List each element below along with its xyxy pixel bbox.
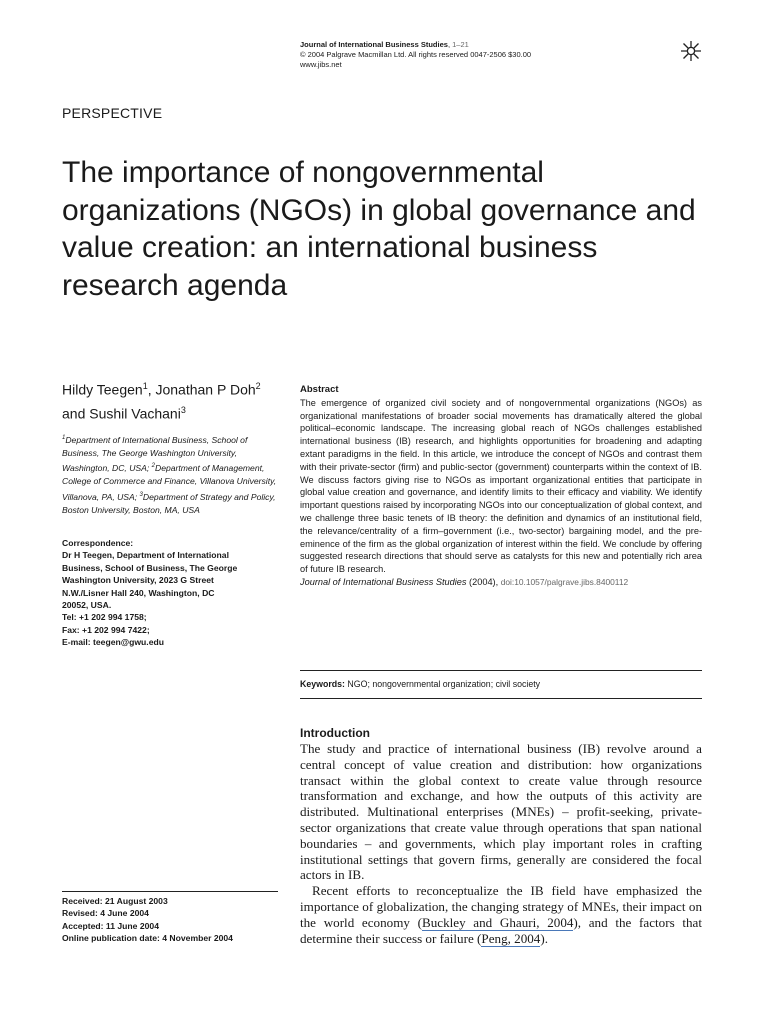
reference-link[interactable]: Peng, 2004 (481, 930, 541, 946)
author-affil-mark: 2 (255, 381, 261, 391)
abstract-citation (300, 576, 702, 589)
online-publication-date: Online publication date: 4 November 2004 (62, 933, 233, 944)
paragraph: Recent efforts to reconceptualize the IB field have emphasized the importance of globalization, the changing strategy of MNEs, their impact on the world economy (Buckley and Ghauri, 2004), and the factors that determine their success or failure (Peng, 2004). (300, 883, 702, 946)
author-affil-mark: 1 (142, 381, 148, 391)
abstract-heading: Abstract (300, 384, 339, 395)
correspondence-block (62, 537, 292, 649)
journal-header: Journal of International Business Studies, 1–21 © 2004 Palgrave Macmillan Ltd. All rights reserved 0047-2506 $30.00 www.jibs.net (300, 40, 660, 70)
correspondence-line: 20052, USA. (62, 600, 112, 611)
keywords-text: NGO; nongovernmental organization; civil society (344, 679, 541, 689)
author-affil-mark: 3 (180, 404, 186, 415)
palgrave-logo-icon (680, 40, 702, 62)
journal-url[interactable]: www.jibs.net (300, 60, 342, 69)
correspondence-line: Business, School of Business, The George (62, 562, 238, 573)
keywords-line (300, 678, 702, 690)
correspondence-heading: Correspondence: (62, 538, 134, 548)
abstract-text: The emergence of organized civil society and of nongovernmental organizations (NGOs) as organizational manifestations of broader social movements has dramatically altered the global political–economic landscape. The increasing global reach of NGOs challenges established international business (IB) research, and highlights opportunities for broadening and adapting extant paradigms in the field. In this article, we introduce the concept of NGOs and contrast them with their private-sector (firm) and public-sector (government) counterparts within the context of IB. We discuss factors giving rise to NGOs as important organizational entities that participate in global value creation and governance, and identify limits to their efficacy and viability. We identify important questions raised by incorporating NGOs into our conceptualization of global context, and we challenge three basic tenets of IB theory: the definition and dynamics of an institutional field, the relevance/centrality of a firm–government (i.e., two-sector) bargaining model, and the pre-eminence of the firm as the global organization of interest within the field. We conclude by offering suggested research directions that should serve as catalysts for this new and potentially rich area of future IB research. (300, 397, 702, 575)
introduction-body (300, 741, 702, 946)
dates-rule (62, 891, 278, 892)
abstract-block (300, 384, 702, 589)
revised-date: Revised: 4 June 2004 (62, 908, 149, 919)
correspondence-email[interactable]: E-mail: teegen@gwu.edu (62, 637, 164, 648)
correspondence-fax: Fax: +1 202 994 7422; (62, 624, 150, 635)
received-date: Received: 21 August 2003 (62, 896, 168, 906)
citation-doi[interactable]: doi:10.1057/palgrave.jibs.8400112 (500, 576, 629, 587)
article-title: The importance of nongovernmental organizations (NGOs) in global governance and value creation: an international business research agenda (62, 156, 696, 302)
correspondence-tel: Tel: +1 202 994 1758; (62, 612, 147, 623)
section-label: PERSPECTIVE (62, 105, 163, 121)
author-name: Sushil Vachani (89, 405, 181, 422)
author-list: Hildy Teegen$^1$, Jonathan P Doh$^2$ and Sushil Vachani$^3$ (62, 381, 261, 422)
journal-pages: 1–21 (452, 40, 469, 49)
introduction-heading: Introduction (300, 726, 370, 740)
accepted-date: Accepted: 11 June 2004 (62, 920, 159, 931)
reference-link[interactable]: Buckley and Ghauri, 2004 (421, 914, 574, 930)
citation-year: (2004), (466, 576, 501, 587)
paragraph: The study and practice of international business (IB) revolve around a central concept of value creation and distribution: how organizations transact within the global context to create value through resource transformation and exchange, and how the outputs of this activity are distributed. Multinational enterprises (MNEs) – profit-seeking, private-sector organizations that create value through operations that span national boundaries – and governments, which play important roles in crafting institutional settings that govern firms, generally are considered the focal actors in IB. (300, 741, 702, 883)
journal-name: Journal of International Business Studies (300, 40, 448, 49)
publication-dates (62, 895, 292, 945)
author-name: Jonathan P Doh (155, 381, 256, 398)
journal-copyright: © 2004 Palgrave Macmillan Ltd. All rights reserved 0047-2506 $30.00 (300, 50, 532, 59)
author-name: Hildy Teegen (62, 381, 143, 398)
citation-journal: Journal of International Business Studies (300, 576, 467, 587)
affiliations: $^1$Department of International Business, School of Business, The George Washington University, Washington, DC, USA; $^2$Department of Management, College of Commerce and Finance, Villanova University, Villanova, PA, USA; $^3$Department of Strategy and Policy, Boston University, Boston, MA, USA (62, 434, 277, 515)
keywords-label: Keywords: (300, 679, 345, 689)
correspondence-line: N.W./Lisner Hall 240, Washington, DC (62, 587, 215, 598)
keywords-rule-top (300, 670, 702, 671)
keywords-rule-bottom (300, 698, 702, 699)
correspondence-line: Washington University, 2023 G Street (62, 575, 214, 586)
correspondence-line: Dr H Teegen, Department of International (62, 550, 229, 561)
